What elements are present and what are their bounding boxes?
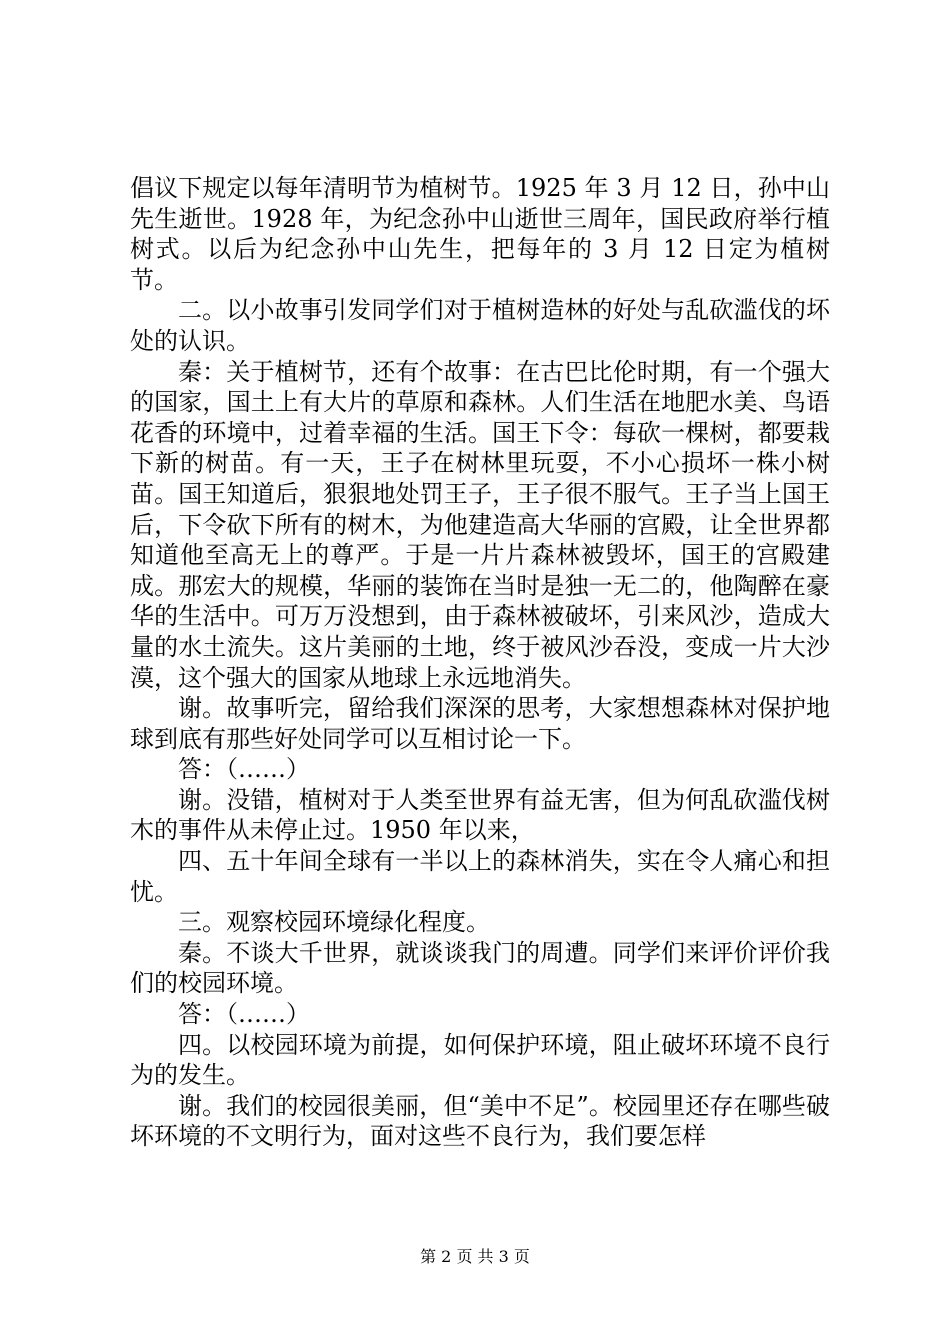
- paragraph: 二。以小故事引发同学们对于植树造林的好处与乱砍滥伐的坏处的认识。: [130, 296, 830, 355]
- paragraph: 谢。没错，植树对于人类至世界有益无害，但为何乱砍滥伐树木的事件从未停止过。1950 年以来，: [130, 785, 830, 845]
- paragraph: 四、五十年间全球有一半以上的森林消失，实在令人痛心和担忧。: [130, 847, 830, 906]
- paragraph: 答：（……）: [178, 1000, 310, 1029]
- paragraph: 三。观察校园环境绿化程度。: [178, 908, 490, 937]
- paragraph: 谢。我们的校园很美丽，但“美中不足”。校园里还存在哪些破坏环境的不文明行为，面对这些不良行为，我们要怎样: [130, 1091, 830, 1151]
- paragraph: 倡议下规定以每年清明节为植树节。1925 年 3 月 12 日，孙中山先生逝世。1928 年，为纪念孙中山逝世三周年，国民政府举行植树式。以后为纪念孙中山先生，把每年的 3 月 12 日定为植树节。: [130, 174, 830, 294]
- body-text: [130, 173, 830, 1152]
- paragraph: 谢。故事听完，留给我们深深的思考，大家想想森林对保护地球到底有那些好处同学可以互相讨论一下。: [130, 694, 830, 753]
- paragraph: 四。以校园环境为前提，如何保护环境，阻止破坏环境不良行为的发生。: [130, 1030, 830, 1090]
- paragraph: 答：（……）: [178, 755, 310, 784]
- paragraph: 秦。不谈大千世界，就谈谈我门的周遭。同学们来评价评价我们的校园环境。: [130, 938, 830, 998]
- paragraph: 秦：关于植树节，还有个故事：在古巴比伦时期，有一个强大的国家，国土上有大片的草原和森林。人们生活在地肥水美、鸟语花香的环境中，过着幸福的生活。国王下令：每砍一棵树，都要栽下新的树苗。有一天，王子在树林里玩耍，不小心损坏一株小树苗。国王知道后，狠狠地处罚王子，王子很不服气。王子当上国王后，下令砍下所有的树木，为他建造高大华丽的宫殿，让全世界都知道他至高无上的尊严。于是一片片森林被毁坏，国王的宫殿建成。那宏大的规模，华丽的装饰在当时是独一无二的，他陶醉在豪华的生活中。可万万没想到，由于森林被破坏，引来风沙，造成大量的水土流失。这片美丽的土地，终于被风沙吞没，变成一片大沙漠，这个强大的国家从地球上永远地消失。: [130, 357, 830, 692]
- page-number-footer: 第 2 页 共 3 页: [420, 1247, 530, 1266]
